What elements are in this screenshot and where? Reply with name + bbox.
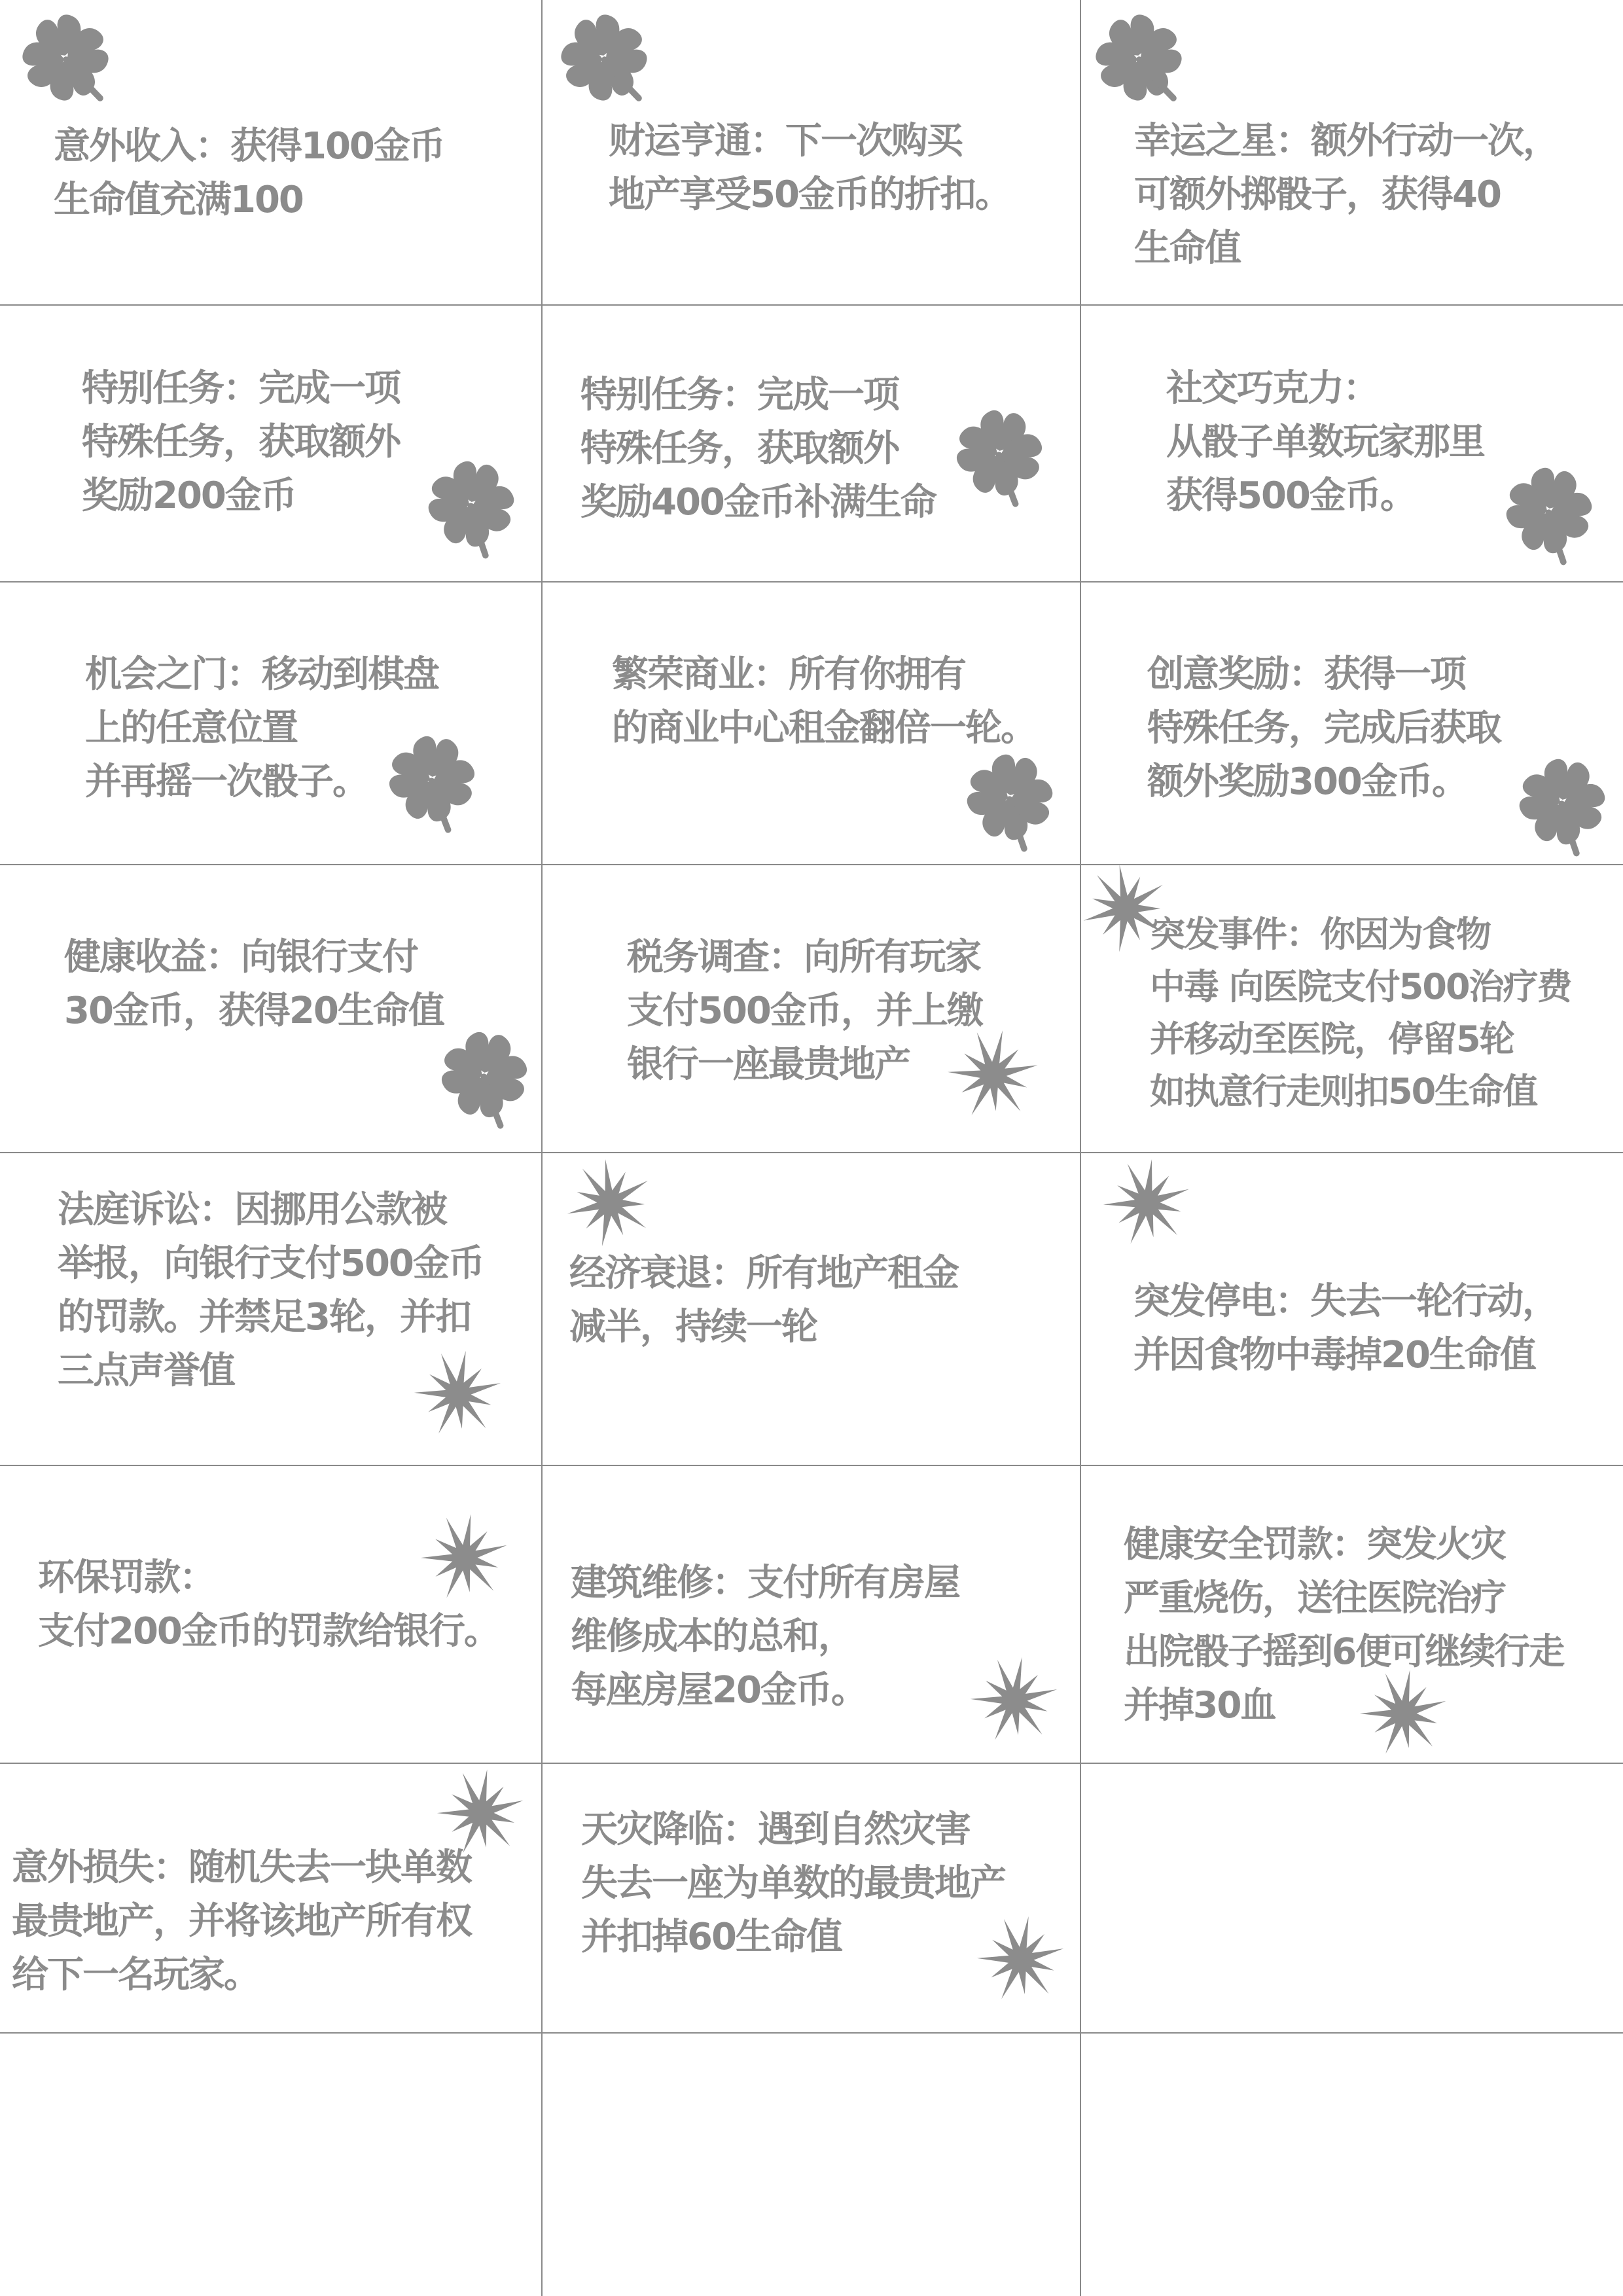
burst-icon	[961, 1647, 1067, 1753]
card-line: 特别任务：完成一项	[580, 374, 899, 416]
card-text	[1124, 1517, 1563, 1732]
card-line: 严重烧伤，送往医院治疗	[1124, 1577, 1506, 1619]
card-line: 中毒 向医院支付500治疗费	[1150, 966, 1571, 1007]
clover-icon	[540, 0, 668, 122]
card-line: 每座房屋20金币。	[571, 1669, 866, 1712]
card-line: 特殊任务，完成后获取	[1147, 707, 1501, 749]
burst-icon	[560, 1153, 660, 1253]
card-line: 支付500金币，并上缴	[627, 990, 982, 1032]
burst-icon	[405, 1341, 511, 1447]
card-line: 环保罚款：	[38, 1556, 215, 1599]
card-line: 30金币，获得20生命值	[64, 990, 444, 1032]
card-line: 幸运之星：额外行动一次，	[1134, 120, 1558, 162]
burst-icon	[1074, 857, 1177, 960]
clover-icon	[1075, 0, 1203, 122]
card-line: 建筑维修：支付所有房屋	[571, 1562, 959, 1604]
card-text	[54, 120, 444, 227]
card-line: 的罚款。并禁足3轮，并扣	[58, 1296, 471, 1338]
card-line: 三点声誉值	[58, 1350, 234, 1392]
card-text	[1134, 115, 1558, 276]
clover-icon	[410, 443, 531, 564]
card-line: 财运亨通：下一次购买	[609, 120, 962, 162]
card-text	[1133, 1275, 1558, 1382]
card-line: 繁荣商业：所有你拥有	[612, 653, 965, 696]
card-text	[1150, 908, 1571, 1118]
card-line: 法庭诉讼：因挪用公款被	[58, 1189, 446, 1231]
grid-divider	[541, 0, 543, 2296]
card-line: 税务调查：向所有玩家	[627, 936, 980, 978]
card-text	[569, 1247, 958, 1354]
card-line: 并移动至医院，停留5轮	[1150, 1018, 1514, 1060]
card-text	[571, 1556, 959, 1717]
burst-icon	[1097, 1153, 1198, 1253]
clover-icon	[949, 736, 1070, 857]
card-line: 健康收益：向银行支付	[64, 936, 418, 978]
grid-divider	[0, 304, 1623, 306]
card-text	[64, 931, 444, 1038]
card-line: 从骰子单数玩家那里	[1166, 421, 1484, 463]
card-line: 突发事件：你因为食物	[1150, 914, 1490, 955]
grid-divider	[0, 1152, 1623, 1153]
card-text	[1166, 362, 1484, 523]
burst-icon	[1352, 1662, 1455, 1765]
card-text	[627, 931, 982, 1092]
burst-icon	[937, 1019, 1050, 1132]
clover-icon	[373, 720, 491, 838]
card-line: 奖励200金币	[82, 475, 296, 517]
card-line: 突发停电：失去一轮行动，	[1133, 1280, 1558, 1323]
card-line: 健康安全罚款：突发火灾	[1124, 1523, 1506, 1565]
card-line: 并掉30血	[1124, 1684, 1275, 1726]
card-line: 天灾降临：遇到自然灾害	[581, 1808, 970, 1851]
card-line: 社交巧克力：	[1166, 367, 1378, 410]
card-line: 特殊任务，获取额外	[580, 427, 899, 470]
card-text	[609, 115, 1010, 222]
card-line: 上的任意位置	[85, 707, 297, 749]
card-line: 特殊任务，获取额外	[82, 421, 400, 463]
card-line: 奖励400金币补满生命	[580, 481, 936, 524]
card-line: 经济衰退：所有地产租金	[569, 1252, 958, 1295]
card-line: 银行一座最贵地产	[627, 1043, 910, 1086]
burst-icon	[429, 1761, 533, 1865]
clover-icon	[940, 394, 1059, 512]
grid-divider	[0, 1763, 1623, 1764]
card-line: 机会之门：移动到棋盘	[85, 653, 438, 696]
card-line: 举报，向银行支付500金币	[58, 1242, 484, 1285]
card-line: 意外损失：随机失去一块单数	[12, 1846, 471, 1889]
card-text	[12, 1841, 471, 2002]
card-line: 减半，持续一轮	[569, 1306, 817, 1348]
card-text	[1147, 648, 1501, 809]
card-text	[581, 1803, 1005, 1964]
card-line: 创意奖励：获得一项	[1147, 653, 1465, 696]
grid-divider	[0, 1465, 1623, 1466]
card-line: 出院骰子摇到6便可继续行走	[1124, 1630, 1564, 1672]
burst-icon	[413, 1506, 516, 1609]
card-text	[82, 362, 400, 523]
card-line: 并因食物中毒掉20生命值	[1133, 1334, 1535, 1376]
card-line: 生命值充满100	[54, 179, 303, 221]
card-line: 维修成本的总和，	[571, 1615, 853, 1658]
grid-divider	[0, 581, 1623, 583]
grid-divider	[0, 864, 1623, 865]
clover-icon	[1501, 741, 1622, 862]
grid-divider	[0, 2032, 1623, 2034]
card-line: 额外奖励300金币。	[1147, 761, 1467, 803]
card-line: 获得500金币。	[1166, 475, 1416, 517]
card-line: 地产享受50金币的折扣。	[609, 173, 1010, 216]
card-line: 并再摇一次骰子。	[85, 761, 368, 803]
card-line: 失去一座为单数的最贵地产	[581, 1862, 1005, 1905]
card-line: 如执意行走则扣50生命值	[1150, 1071, 1537, 1112]
card-line: 并扣掉60生命值	[581, 1916, 842, 1958]
card-line: 可额外掷骰子，获得40	[1134, 173, 1501, 216]
card-line: 意外收入：获得100金币	[54, 125, 444, 168]
card-text	[580, 368, 936, 529]
card-line: 特别任务：完成一项	[82, 367, 400, 410]
card-line: 支付200金币的罚款给银行。	[38, 1610, 499, 1653]
clover-icon	[425, 1016, 544, 1134]
clover-icon	[1, 0, 130, 122]
grid-divider	[1080, 0, 1081, 2296]
card-line: 的商业中心租金翻倍一轮。	[612, 707, 1036, 749]
burst-icon	[968, 1907, 1074, 2013]
card-line: 最贵地产，并将该地产所有权	[12, 1900, 471, 1943]
card-line: 给下一名玩家。	[12, 1954, 259, 1996]
clover-icon	[1488, 450, 1609, 571]
card-line: 生命值	[1134, 227, 1240, 270]
